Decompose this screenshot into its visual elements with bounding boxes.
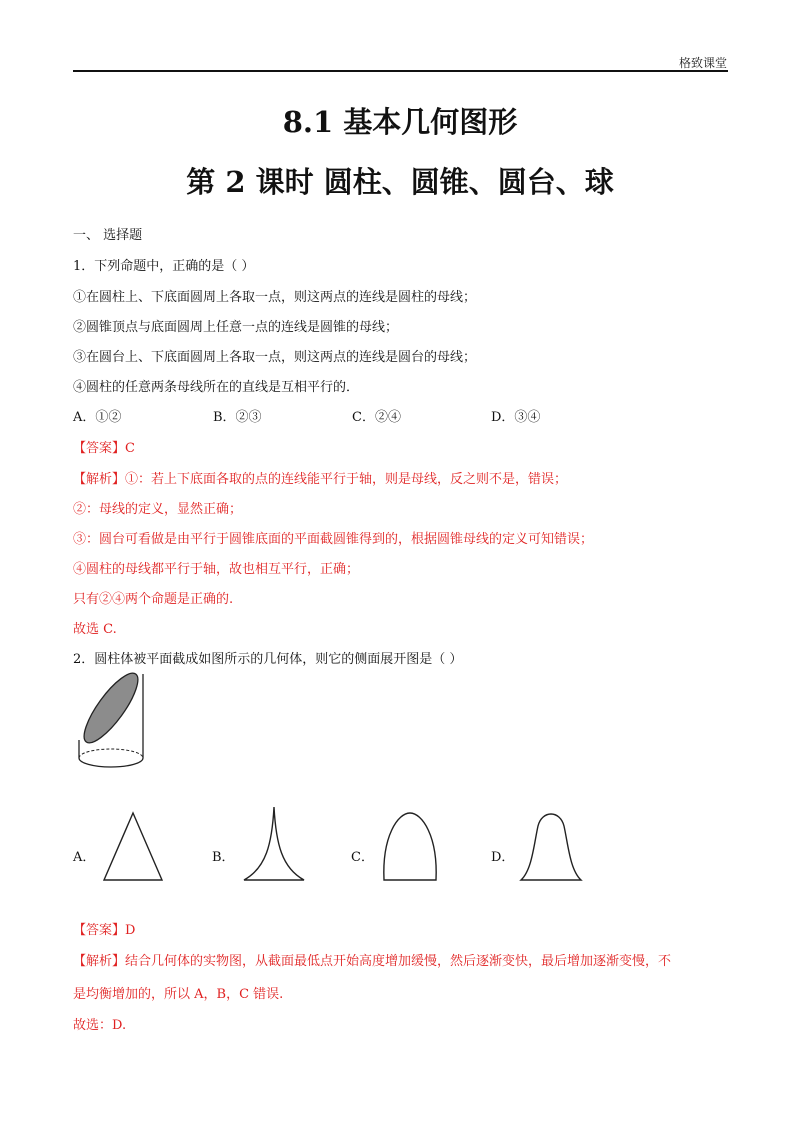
- q2-answer: 【答案】D: [73, 923, 136, 938]
- q1-option-c: C．②④: [352, 410, 401, 425]
- q1-option-d: D．③④: [491, 410, 541, 425]
- q2-analysis-line: 【解析】结合几何体的实物图，从截面最低点开始高度增加缓慢，然后逐渐变快，最后增加逐渐变慢，不: [73, 954, 672, 969]
- q1-analysis-line: 只有②④两个命题是正确的.: [73, 592, 234, 607]
- header-brand: 格致课堂: [678, 56, 727, 70]
- q2-analysis-line: 故选：D.: [73, 1018, 127, 1033]
- header-rule: [73, 70, 728, 72]
- option-b-cusp-shape: [240, 804, 308, 884]
- q2-stem: 2．圆柱体被平面截成如图所示的几何体，则它的侧面展开图是（ ）: [73, 652, 463, 667]
- truncated-cylinder-figure: [74, 668, 152, 780]
- q2-option-c-label: C．: [351, 850, 374, 865]
- q1-answer: 【答案】C: [73, 441, 135, 456]
- q2-option-a-label: A．: [73, 850, 96, 865]
- q1-option-a: A．①②: [73, 410, 122, 425]
- q2-option-d-label: D．: [491, 850, 515, 865]
- q1-option-b: B．②③: [213, 410, 262, 425]
- option-a-triangle-shape: [100, 808, 166, 884]
- q1-analysis-line: ③：圆台可看做是由平行于圆锥底面的平面截圆锥得到的，根据圆锥母线的定义可知错误；: [73, 532, 594, 547]
- q1-statement: ②圆锥顶点与底面圆周上任意一点的连线是圆锥的母线；: [73, 320, 399, 335]
- page-subtitle: 第 2 课时 圆柱、圆锥、圆台、球: [186, 165, 614, 199]
- option-c-arch-shape: [380, 808, 440, 884]
- q1-statement: ③在圆台上、下底面圆周上各取一点，则这两点的连线是圆台的母线；: [73, 350, 477, 365]
- q2-option-b-label: B．: [212, 850, 235, 865]
- q1-analysis-line: 【解析】①：若上下底面各取的点的连线能平行于轴，则是母线，反之则不是，错误；: [73, 472, 568, 487]
- q1-analysis-line: ④圆柱的母线都平行于轴，故也相互平行，正确；: [73, 562, 360, 577]
- section-heading: 一、 选择题: [73, 228, 143, 243]
- q1-statement: ①在圆柱上、下底面圆周上各取一点，则这两点的连线是圆柱的母线；: [73, 290, 477, 305]
- q1-analysis-line: 故选 C.: [73, 622, 117, 637]
- q1-analysis-line: ②：母线的定义，显然正确；: [73, 502, 243, 517]
- page-title: 8.1 基本几何图形: [282, 105, 518, 139]
- q1-statement: ④圆柱的任意两条母线所在的直线是互相平行的．: [73, 380, 360, 395]
- q2-analysis-line: 是均衡增加的，所以 A，B，C 错误.: [73, 987, 284, 1002]
- option-d-bell-shape: [518, 804, 584, 884]
- q1-stem: 1．下列命题中，正确的是（ ）: [73, 259, 255, 274]
